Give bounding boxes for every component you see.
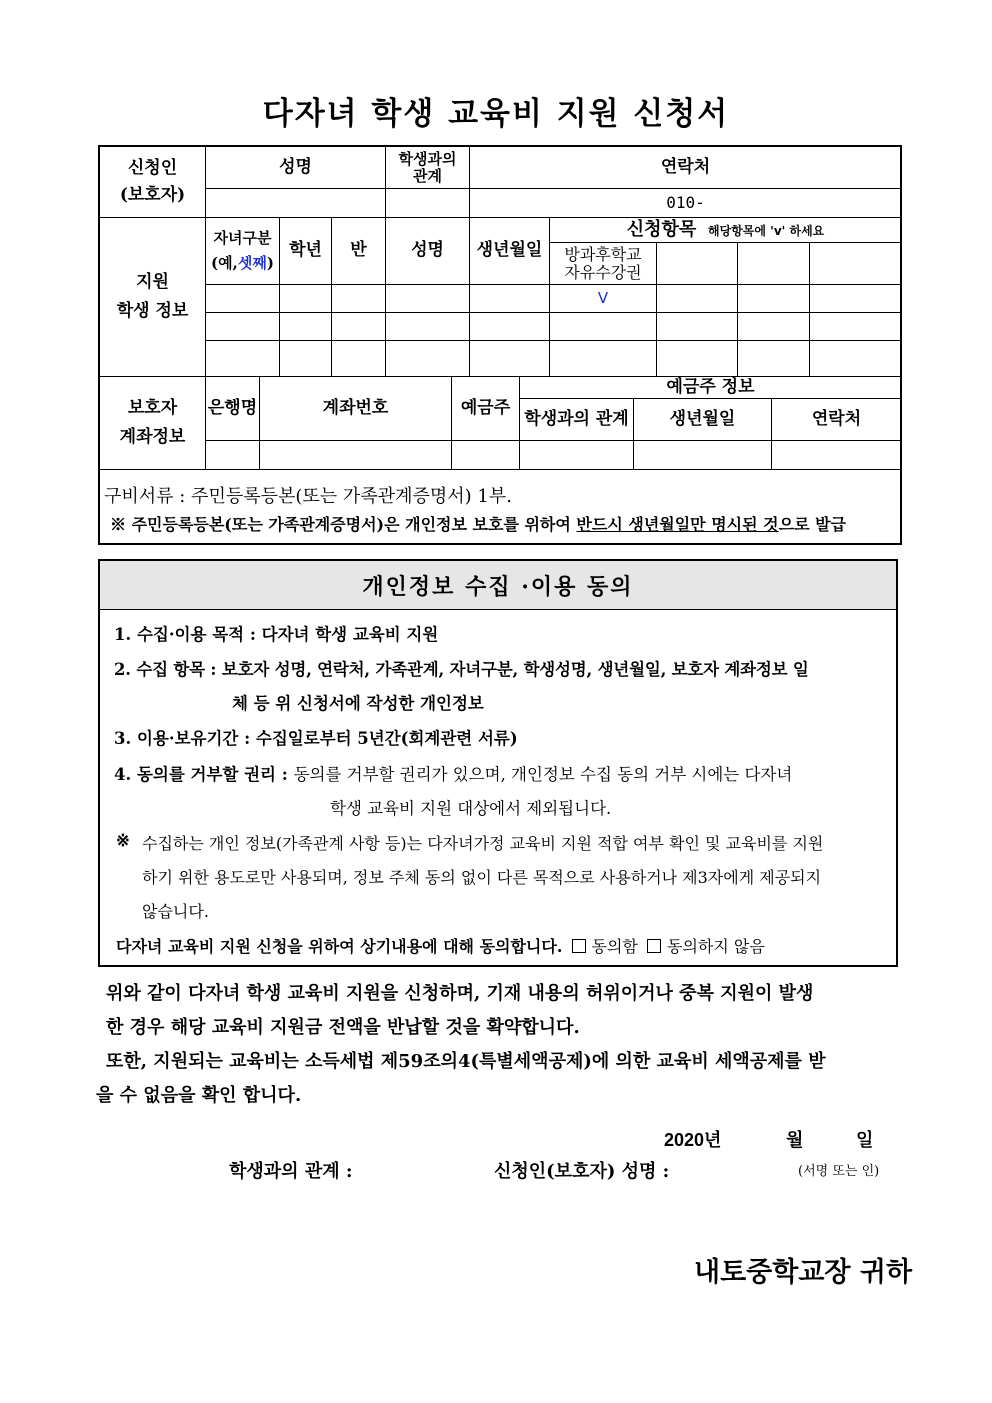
holder-contact-field[interactable] <box>772 441 902 470</box>
student-cell[interactable] <box>280 313 332 341</box>
student-cell[interactable] <box>386 313 470 341</box>
student-cell[interactable] <box>738 341 810 377</box>
pledge-line-4: 을 수 없음을 확인 합니다. <box>96 1085 302 1106</box>
pledge-line-2: 한 경우 해당 교육비 지원금 전액을 반납할 것을 확약합니다. <box>106 1017 580 1038</box>
consent-note-mark: ※ <box>116 831 130 850</box>
consent-item-4-cont: 학생 교육비 지원 대상에서 제외됩니다. <box>330 799 612 818</box>
student-cell[interactable] <box>280 341 332 377</box>
student-cell[interactable] <box>738 313 810 341</box>
student-cell[interactable] <box>470 313 550 341</box>
recipient: 내토중학교장 귀하 <box>694 1257 913 1288</box>
student-cell[interactable] <box>206 285 280 313</box>
holder-field[interactable] <box>452 441 520 470</box>
consent-item-4: 4. 동의를 거부할 권리 : 동의를 거부할 권리가 있으며, 개인정보 수집 동의 거부 시에는 다자녀 <box>114 765 793 784</box>
consent-item-2-cont: 체 등 위 신청서에 작성한 개인정보 <box>232 694 484 713</box>
documents-required: 구비서류 : 주민등록등본(또는 가족관계증명서) 1부. <box>104 486 512 507</box>
applicant-relation-field[interactable] <box>386 189 470 218</box>
consent-item-2: 2. 수집 항목 : 보호자 성명, 연락처, 가족관계, 자녀구분, 학생성명, 생년월일, 보호자 계좌정보 일 <box>114 660 809 679</box>
col-bank: 은행명 <box>206 377 260 441</box>
agree-checkbox[interactable] <box>572 939 586 953</box>
applicant-relation-header: 학생과의 관계 <box>386 147 470 189</box>
afterschool-check[interactable]: V <box>550 285 657 313</box>
applicant-label: 신청인 (보호자) <box>100 147 206 218</box>
student-cell[interactable] <box>657 285 738 313</box>
student-cell[interactable] <box>332 285 386 313</box>
student-cell[interactable] <box>657 313 738 341</box>
consent-title: 개인정보 수집 ·이용 동의 <box>100 561 896 610</box>
student-cell[interactable] <box>280 285 332 313</box>
student-cell[interactable] <box>332 313 386 341</box>
student-cell[interactable] <box>386 285 470 313</box>
account-number-field[interactable] <box>260 441 452 470</box>
student-cell[interactable] <box>470 285 550 313</box>
account-table <box>99 376 902 470</box>
applicant-name-field[interactable] <box>206 189 386 218</box>
applicant-contact-header: 연락처 <box>470 147 902 189</box>
apply-item-blank-2 <box>738 243 810 285</box>
student-cell[interactable] <box>550 341 657 377</box>
account-label: 보호자 계좌정보 <box>100 377 206 470</box>
applicant-table <box>99 146 902 218</box>
student-cell[interactable] <box>657 341 738 377</box>
student-table <box>99 217 902 377</box>
bank-field[interactable] <box>206 441 260 470</box>
page-title: 다자녀 학생 교육비 지원 신청서 <box>262 96 730 132</box>
holder-info-header: 예금주 정보 <box>520 377 902 399</box>
student-cell[interactable] <box>810 285 902 313</box>
consent-item-3: 3. 이용·보유기간 : 수집일로부터 5년간(회계관련 서류) <box>114 729 518 748</box>
student-cell[interactable] <box>810 341 902 377</box>
col-holder-birth: 생년월일 <box>634 399 772 441</box>
pledge-line-1: 위와 같이 다자녀 학생 교육비 지원을 신청하며, 기재 내용의 허위이거나 중복 지원이 발생 <box>106 983 814 1004</box>
documents-note: ※ 주민등록등본(또는 가족관계증명서)은 개인정보 보호를 위하여 반드시 생년월일만 명시된 것으로 발급 <box>110 515 847 534</box>
holder-birth-field[interactable] <box>634 441 772 470</box>
student-label: 지원 학생 정보 <box>100 218 206 377</box>
sign-hint: (서명 또는 인) <box>798 1164 880 1179</box>
col-child-order: 자녀구분 (예,셋째) <box>206 218 280 285</box>
col-class: 반 <box>332 218 386 285</box>
student-cell[interactable] <box>810 313 902 341</box>
applicant-contact-field[interactable]: 010- <box>470 189 902 218</box>
col-account-number: 계좌번호 <box>260 377 452 441</box>
sign-day: 일 <box>856 1130 874 1151</box>
col-grade: 학년 <box>280 218 332 285</box>
sign-year: 2020년 <box>664 1130 722 1150</box>
col-holder-contact: 연락처 <box>772 399 902 441</box>
consent-note-line-3: 않습니다. <box>142 902 209 921</box>
consent-note-line-1: 수집하는 개인 정보(가족관계 사항 등)는 다자녀가정 교육비 지원 적합 여부 확인 및 교육비를 지원 <box>142 834 824 853</box>
student-cell[interactable] <box>386 341 470 377</box>
apply-item-blank-1 <box>657 243 738 285</box>
student-cell[interactable] <box>550 313 657 341</box>
student-cell[interactable] <box>470 341 550 377</box>
col-holder-relation: 학생과의 관계 <box>520 399 634 441</box>
apply-item-blank-3 <box>810 243 902 285</box>
applicant-name-header: 성명 <box>206 147 386 189</box>
student-cell[interactable] <box>332 341 386 377</box>
student-cell[interactable] <box>206 313 280 341</box>
consent-agree-row: 다자녀 교육비 지원 신청을 위하여 상기내용에 대해 동의합니다. 동의함 동의하지 않음 <box>116 937 765 956</box>
pledge-line-3: 또한, 지원되는 교육비는 소득세법 제59조의4(특별세액공제)에 의한 교육비 세액공제를 받 <box>106 1051 826 1072</box>
student-cell[interactable] <box>738 285 810 313</box>
relation-label: 학생과의 관계 : <box>229 1161 353 1182</box>
apply-item-afterschool: 방과후학교 자유수강권 <box>550 243 657 285</box>
applicant-sign-label: 신청인(보호자) 성명 : <box>494 1161 670 1182</box>
disagree-checkbox[interactable] <box>647 939 661 953</box>
student-cell[interactable] <box>206 341 280 377</box>
sign-month: 월 <box>786 1130 804 1151</box>
apply-items-header: 신청항목 해당항목에 'v' 하세요 <box>550 218 902 243</box>
col-student-name: 성명 <box>386 218 470 285</box>
col-birth: 생년월일 <box>470 218 550 285</box>
consent-note-line-2: 하기 위한 용도로만 사용되며, 정보 주체 동의 없이 다른 목적으로 사용하거나 제3자에게 제공되지 <box>142 868 822 887</box>
col-holder: 예금주 <box>452 377 520 441</box>
holder-relation-field[interactable] <box>520 441 634 470</box>
consent-item-1: 1. 수집·이용 목적 : 다자녀 학생 교육비 지원 <box>114 625 439 644</box>
